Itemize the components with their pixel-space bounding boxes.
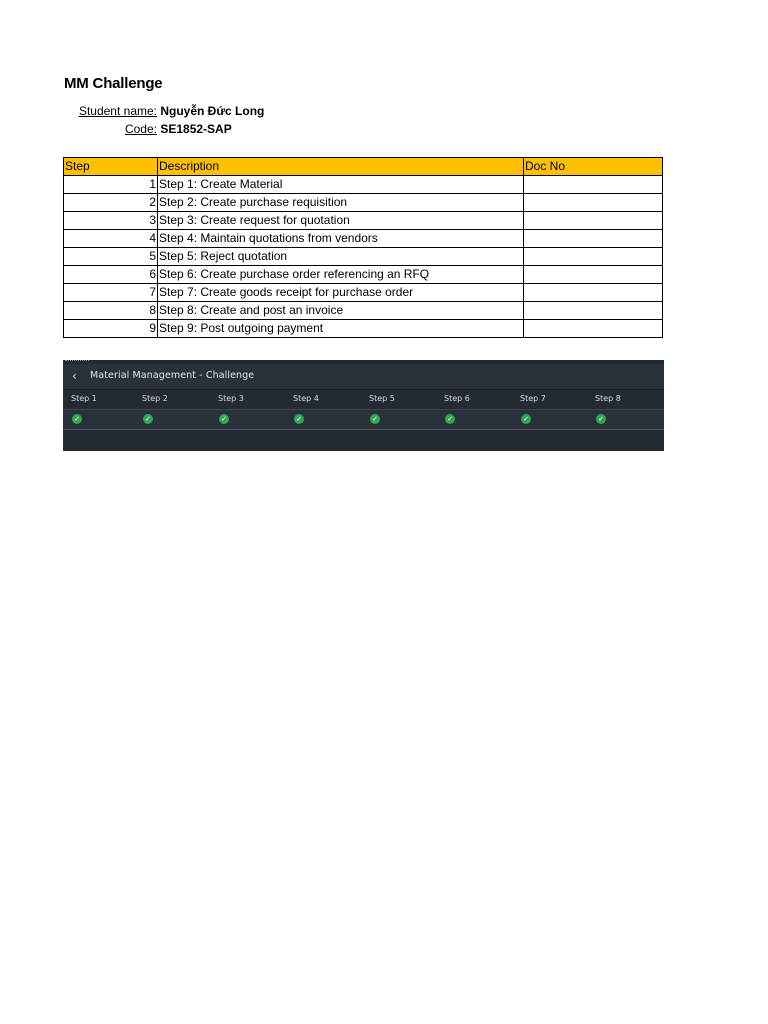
doc-no-cell[interactable]	[524, 176, 663, 194]
sap-step-label[interactable]: Step 4	[293, 394, 319, 403]
student-code-value: SE1852-SAP	[160, 122, 232, 136]
check-circle-icon: ✓	[445, 414, 455, 424]
step-description-cell[interactable]: Step 6: Create purchase order referencing an RFQ	[158, 266, 524, 284]
student-name-value: Nguyễn Đức Long	[160, 104, 265, 118]
step-number-cell[interactable]: 3	[64, 212, 158, 230]
table-row	[64, 248, 663, 266]
doc-no-cell[interactable]	[524, 230, 663, 248]
doc-no-cell[interactable]	[524, 302, 663, 320]
step-description-cell[interactable]: Step 4: Maintain quotations from vendors	[158, 230, 524, 248]
sap-screenshot-panel	[63, 360, 664, 451]
doc-no-cell[interactable]	[524, 284, 663, 302]
check-circle-icon: ✓	[143, 414, 153, 424]
step-number-cell[interactable]: 2	[64, 194, 158, 212]
step-number-cell[interactable]: 4	[64, 230, 158, 248]
student-name-row	[61, 103, 264, 120]
step-number-cell[interactable]: 8	[64, 302, 158, 320]
check-circle-icon: ✓	[596, 414, 606, 424]
table-row	[64, 266, 663, 284]
step-number-cell[interactable]: 1	[64, 176, 158, 194]
sap-status-row	[63, 410, 664, 430]
sap-step-label[interactable]: Step 8	[595, 394, 621, 403]
student-code-label: Code:	[124, 122, 157, 136]
sap-step-label[interactable]: Step 2	[142, 394, 168, 403]
step-number-cell[interactable]: 7	[64, 284, 158, 302]
check-circle-icon: ✓	[72, 414, 82, 424]
sap-step-label[interactable]: Step 7	[520, 394, 546, 403]
header-doc-no[interactable]: Doc No	[524, 158, 663, 176]
doc-no-cell[interactable]	[524, 194, 663, 212]
sap-step-label[interactable]: Step 5	[369, 394, 395, 403]
header-step[interactable]: Step	[64, 158, 158, 176]
step-description-cell[interactable]: Step 8: Create and post an invoice	[158, 302, 524, 320]
table-row	[64, 230, 663, 248]
sap-step-label[interactable]: Step 1	[71, 394, 97, 403]
table-row	[64, 320, 663, 338]
doc-no-cell[interactable]	[524, 212, 663, 230]
table-header-row	[64, 158, 663, 176]
header-description[interactable]: Description	[158, 158, 524, 176]
sap-step-label[interactable]: Step 3	[218, 394, 244, 403]
student-code-row	[61, 121, 232, 138]
table-row	[64, 284, 663, 302]
step-description-cell[interactable]: Step 9: Post outgoing payment	[158, 320, 524, 338]
step-number-cell[interactable]: 9	[64, 320, 158, 338]
check-circle-icon: ✓	[294, 414, 304, 424]
step-description-cell[interactable]: Step 7: Create goods receipt for purchase order	[158, 284, 524, 302]
table-row	[64, 302, 663, 320]
step-description-cell[interactable]: Step 2: Create purchase requisition	[158, 194, 524, 212]
sap-header-bar	[63, 364, 664, 390]
table-row	[64, 194, 663, 212]
sap-app-title: Material Management - Challenge	[90, 370, 255, 381]
page-title: MM Challenge	[64, 75, 163, 92]
check-circle-icon: ✓	[370, 414, 380, 424]
doc-no-cell[interactable]	[524, 266, 663, 284]
check-circle-icon: ✓	[219, 414, 229, 424]
step-description-cell[interactable]: Step 3: Create request for quotation	[158, 212, 524, 230]
dotted-border	[65, 360, 89, 362]
table-row	[64, 212, 663, 230]
doc-no-cell[interactable]	[524, 320, 663, 338]
table-row	[64, 176, 663, 194]
check-circle-icon: ✓	[521, 414, 531, 424]
step-description-cell[interactable]: Step 5: Reject quotation	[158, 248, 524, 266]
step-number-cell[interactable]: 5	[64, 248, 158, 266]
step-number-cell[interactable]: 6	[64, 266, 158, 284]
step-description-cell[interactable]: Step 1: Create Material	[158, 176, 524, 194]
chevron-left-icon[interactable]: ‹	[72, 369, 77, 383]
student-name-label: Student name:	[78, 104, 157, 118]
sap-step-label[interactable]: Step 6	[444, 394, 470, 403]
doc-no-cell[interactable]	[524, 248, 663, 266]
steps-table	[63, 157, 663, 338]
